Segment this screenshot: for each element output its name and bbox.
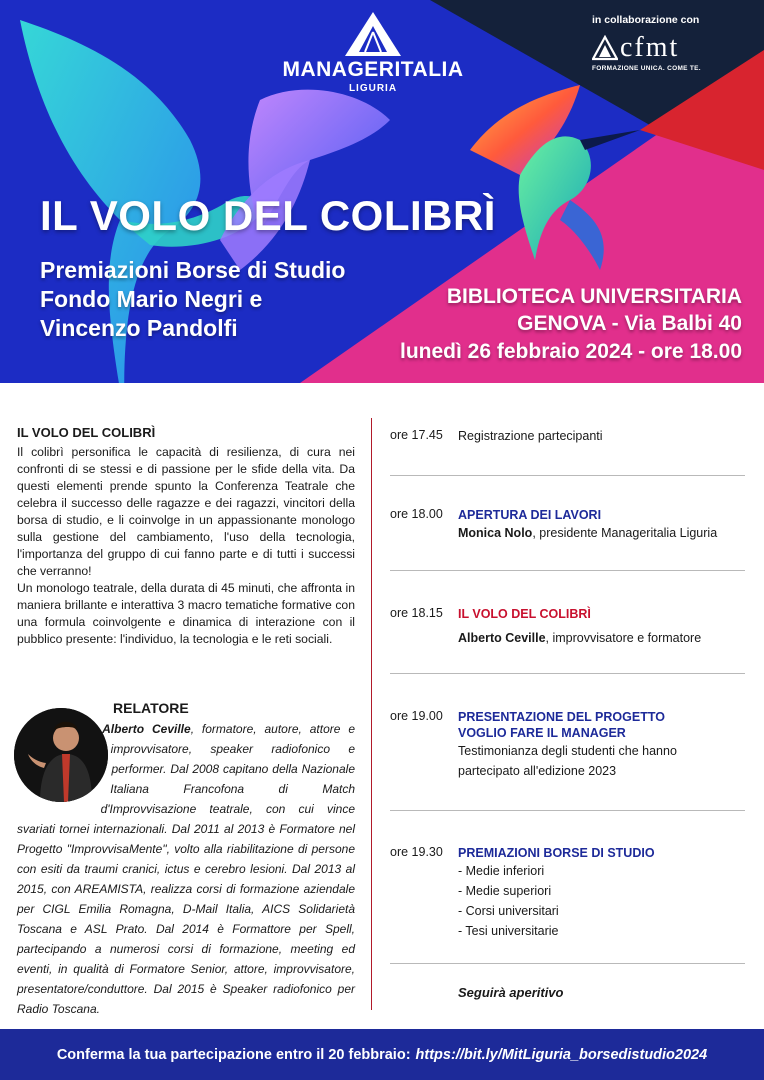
speaker-bio (17, 719, 355, 1019)
venue-block (400, 283, 742, 366)
column-divider (371, 418, 372, 1010)
partner-name: cfmt (620, 32, 680, 63)
speaker-heading: RELATORE (113, 700, 189, 716)
manageritalia-mark-icon (345, 12, 401, 56)
slot-line (458, 523, 745, 543)
footer-text: Conferma la tua partecipazione entro il 20 febbraio: (56, 1046, 411, 1063)
slot-time: ore 19.00 (390, 709, 443, 723)
footer-cta (0, 1029, 764, 1080)
event-subtitle (40, 256, 345, 343)
slot-line: - Medie inferiori (458, 864, 545, 878)
closing-note: Seguirà aperitivo (458, 985, 564, 1000)
hero-banner (0, 0, 764, 383)
slot-line (458, 628, 745, 648)
slot-time: ore 17.45 (390, 428, 443, 442)
slot-body (458, 845, 745, 941)
subtitle-line: Vincenzo Pandolfi (40, 315, 238, 341)
subtitle-line: Premiazioni Borse di Studio (40, 257, 346, 283)
venue-name: BIBLIOTECA UNIVERSITARIA (446, 285, 742, 308)
description-column (17, 425, 356, 1016)
slot-title: PREMIAZIONI BORSE DI STUDIO (458, 846, 655, 860)
cfmt-mark-icon (592, 35, 618, 61)
brand-region: LIGURIA (348, 83, 398, 94)
event-title: IL VOLO DEL COLIBRÌ (40, 192, 496, 239)
subtitle-line: Fondo Mario Negri e (40, 286, 263, 312)
slot-line: partecipato all'edizione 2023 (458, 764, 617, 778)
slot-title: PRESENTAZIONE DEL PROGETTO (458, 710, 665, 724)
intro-text (17, 444, 355, 648)
venue-datetime: lunedì 26 febbraio 2024 - ore 18.00 (400, 340, 742, 363)
slot-role: , improvvisatore e formatore (545, 631, 702, 645)
slot-line: - Corsi universitari (458, 904, 559, 918)
intro-paragraph: Un monologo teatrale, della durata di 45 minuti, che affronta in maniera brillante e interattiva 3 macro tematiche formative con una formula coinvolgente e dinamica di interazione con il pubblico presente: l'individuo, la tecnologia e le reti sociali. (17, 581, 355, 646)
brand-name: MANAGERITALIA (282, 58, 464, 81)
speaker-name: Alberto Ceville (102, 722, 191, 736)
venue-address: GENOVA - Via Balbi 40 (517, 312, 742, 335)
managerialia-logo (280, 12, 466, 94)
slot-body (458, 428, 745, 444)
slot-title: APERTURA DEI LAVORI (458, 508, 602, 522)
slot-body (458, 507, 745, 543)
partner-tagline: FORMAZIONE UNICA. COME TE. (592, 65, 701, 72)
slot-title: IL VOLO DEL COLIBRÌ (458, 607, 591, 621)
slot-time: ore 18.15 (390, 606, 443, 620)
intro-heading: IL VOLO DEL COLIBRÌ (17, 425, 156, 440)
schedule-divider (390, 673, 745, 674)
speaker-bio-text: , formatore, autore, attore e improvvisatore, speaker radiofonico e performer. Dal 2008 capitano della Nazionale Italiana Francofona di Match d'Improvvisazione teatrale, con cui vince svariati tornei internazionali. Dal 2011 al 2013 è Formatore nel Progetto "ImprovvisaMente", volto alla riabilitazione di persone con esiti da traumi cranici, ictus e cerebro lesioni. Dal 2013 al 2015, con AREAMISTA, realizza corsi di formazione aziendale per CIGL Emilia Romagna, D-Mail Italia, AICS Solidarietà Toscana e ASL Prato. Dal 2014 è Formattore per Spell, partecipando a numerosi corsi di formazione, meeting ed eventi, in qualità di Formatore Senior, attore, improvvisatore, presentatore/conduttore. Dal 2015 è Speaker radiofonico per Radio Toscana. (17, 722, 356, 1016)
collaboration-block (592, 14, 752, 72)
slot-line: Testimonianza degli studenti che hanno (458, 744, 677, 758)
slot-time: ore 19.30 (390, 845, 443, 859)
slot-person: Alberto Ceville (458, 631, 546, 645)
slot-title: VOGLIO FARE IL MANAGER (458, 726, 626, 740)
slot-body (458, 606, 745, 648)
slot-role: , presidente Manageritalia Liguria (532, 526, 718, 540)
schedule-divider (390, 810, 745, 811)
slot-line: - Medie superiori (458, 884, 552, 898)
slot-person: Monica Nolo (458, 526, 533, 540)
collab-intro: in collaborazione con (592, 14, 700, 26)
slot-body (458, 709, 745, 781)
slot-time: ore 18.00 (390, 507, 443, 521)
slot-line: Registrazione partecipanti (458, 429, 603, 443)
schedule-divider (390, 475, 745, 476)
registration-link[interactable]: https://bit.ly/MitLiguria_borsedistudio2024 (415, 1046, 708, 1063)
schedule-divider (390, 963, 745, 964)
cfmt-logo (592, 32, 752, 64)
schedule-divider (390, 570, 745, 571)
intro-paragraph: Il colibrì personifica le capacità di resilienza, di cura nei confronti di se stessi e di passione per le sfide della vita. Da questi elementi prende spunto la Conferenza Teatrale che celebra il successo delle ragazze e dei ragazzi, vincitori della borsa di studio, e li coinvolge in un appassionante monologo sulla gestione del cambiamento, l'uso della tecnologia, l'importanza del gruppo di cui fanno parte e di tutti i successi che verranno! (17, 445, 355, 578)
slot-line: - Tesi universitarie (458, 924, 559, 938)
